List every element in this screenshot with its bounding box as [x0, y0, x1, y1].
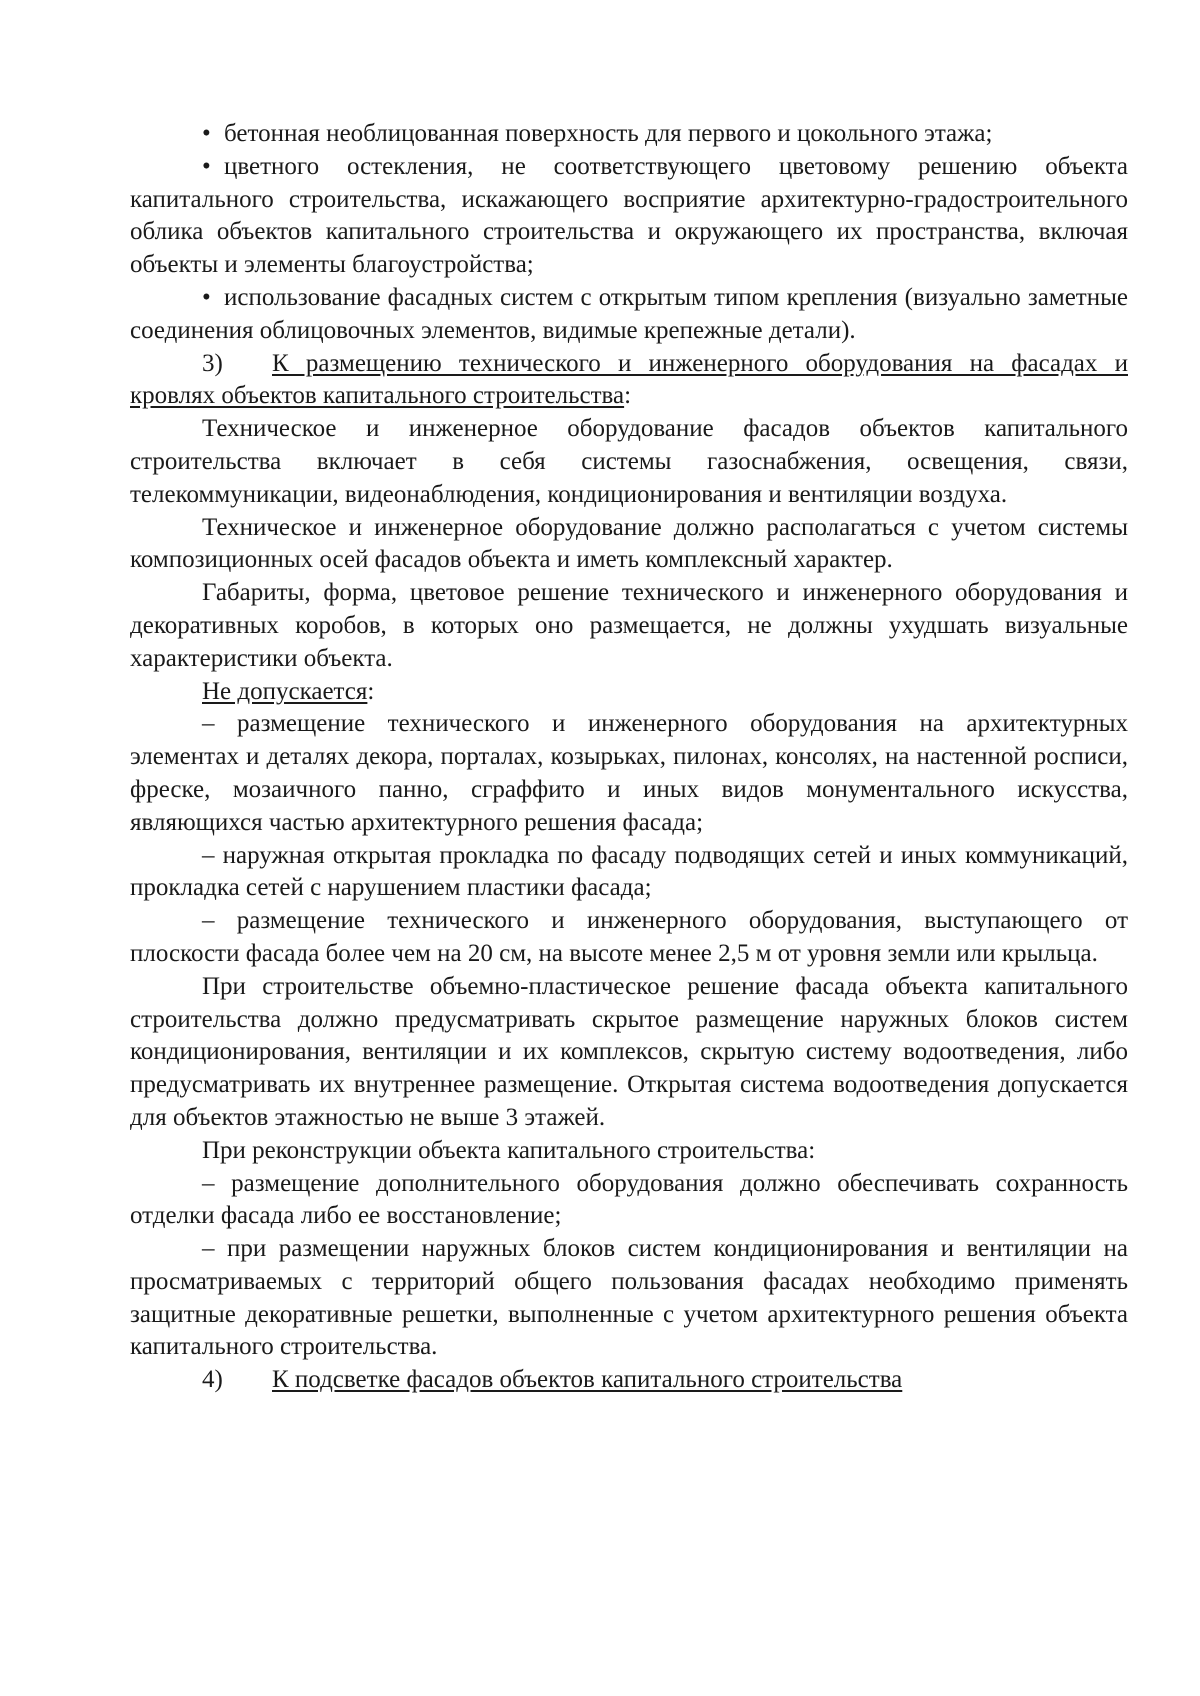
bullet-colored-glazing: • цветного остекления, не соответствующего цветовому решению объекта капитального строительства, искажающего восприятие архитектурно-градостроительного облика объектов капитального строительства и окружающего их пространства, включая объекты и элементы благоустройства;: [130, 151, 1128, 282]
body-equipment-axes: Техническое и инженерное оборудование должно располагаться с учетом системы композиционных осей фасадов объекта и иметь комплексный характер.: [130, 513, 1128, 574]
bullet-concrete-surface: • бетонная необлицованная поверхность для первого и цокольного этажа;: [130, 118, 1128, 151]
section-4-number: 4): [202, 1366, 223, 1394]
bullet-open-fastening: • использование фасадных систем с открытым типом крепления (визуально заметные соединения облицовочных элементов, видимые крепежные детали).: [130, 282, 1128, 348]
not-allowed-item-protruding: – размещение технического и инженерного оборудования, выступающего от плоскости фасада более чем на 20 см, на высоте менее 2,5 м от уровня земли или крыльца.: [130, 907, 1128, 967]
not-allowed-heading: [130, 676, 1128, 709]
not-allowed-item-open-networks: – наружная открытая прокладка по фасаду подводящих сетей и иных коммуникаций, прокладка сетей с нарушением пластики фасада;: [130, 841, 1128, 902]
not-allowed-label: Не допускается: [202, 677, 368, 705]
section-3-number: 3): [202, 349, 223, 377]
reconstruction-item-additional: – размещение дополнительного оборудования должно обеспечивать сохранность отделки фасада либо ее восстановление;: [130, 1169, 1128, 1230]
body-equipment-includes: Техническое и инженерное оборудование фасадов объектов капитального строительства включает в себя системы газоснабжения, освещения, связи, телекоммуникации, видеонаблюдения, кондиционирования и вентиляции воздуха.: [130, 415, 1128, 508]
not-allowed-suffix: :: [367, 677, 375, 705]
section-4-title: К подсветке фасадов объектов капитального строительства: [272, 1366, 903, 1394]
reconstruction-item-grilles: – при размещении наружных блоков систем кондиционирования и вентиляции на просматриваемых с территорий общего пользования фасадах необходимо применять защитные декоративные решетки, выполненные с учетом архитектурного решения объекта капитального строительства.: [130, 1235, 1128, 1361]
section-3-title: К размещению технического и инженерного оборудования на фасадах и кровлях объектов капитального строительства: [130, 349, 1128, 410]
body-construction: При строительстве объемно-пластическое решение фасада объекта капитального строительства должно предусматривать скрытое размещение наружных блоков систем кондиционирования, вентиляции и их комплексов, скрытую систему водоотведения, либо предусматривать их внутреннее размещение. Открытая система водоотведения допускается для объектов этажностью не выше 3 этажей.: [130, 972, 1128, 1131]
body-equipment-dimensions: Габариты, форма, цветовое решение технического и инженерного оборудования и декоративных коробов, в которых оно размещается, не должны ухудшать визуальные характеристики объекта.: [130, 579, 1128, 672]
section-4-heading: [130, 1364, 1128, 1397]
section-3-title-suffix: :: [624, 382, 632, 410]
section-3-heading: [130, 348, 1128, 414]
not-allowed-item-architectural: – размещение технического и инженерного оборудования на архитектурных элементах и деталях декора, порталах, козырьках, пилонах, консолях, на настенной росписи, фреске, мозаичного панно, сграффито и иных видов монументального искусства, являющихся частью архитектурного решения фасада;: [130, 710, 1128, 836]
reconstruction-intro: При реконструкции объекта капитального строительства:: [202, 1136, 816, 1164]
